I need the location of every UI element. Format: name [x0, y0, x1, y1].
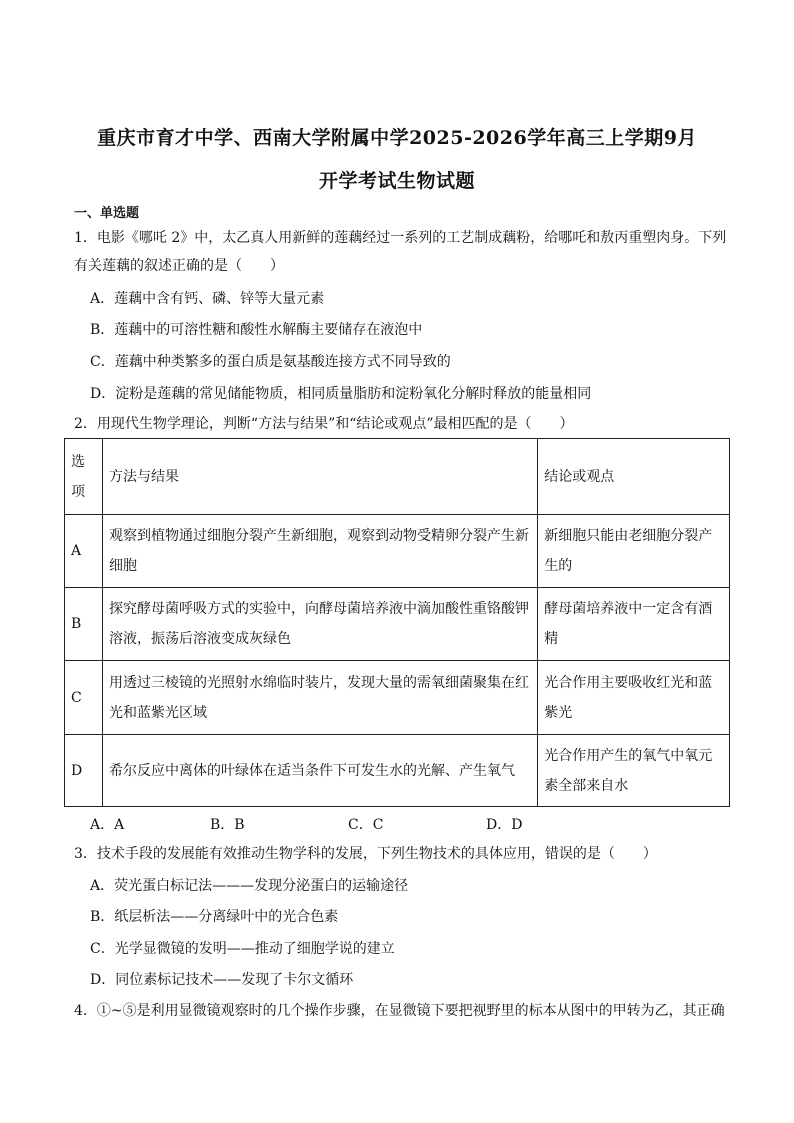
- exam-title-line-1: 重庆市育才中学、西南大学附属中学2025-2026学年高三上学期9月: [97, 127, 697, 149]
- table-cell-conclusion: 光合作用主要吸收红光和蓝紫光: [538, 661, 730, 735]
- table-cell-option: B: [65, 588, 103, 661]
- table-cell-method: 探究酵母菌呼吸方式的实验中，向酵母菌培养液中滴加酸性重铬酸钾溶液，振荡后溶液变成灰绿色: [102, 588, 537, 661]
- table-cell-option: A: [65, 515, 103, 588]
- table-cell-option: D: [65, 735, 103, 807]
- exam-title-line-2: 开学考试生物试题: [318, 170, 475, 192]
- question-1-option-a: A．莲藕中含有钙、磷、锌等大量元素: [90, 291, 325, 307]
- table-header-row: [65, 439, 730, 515]
- answer-choice: D．D: [486, 817, 523, 833]
- question-2-table: [64, 438, 730, 807]
- table-cell-conclusion: 光合作用产生的氧气中氧元素全部来自水: [538, 735, 730, 807]
- table-cell-conclusion: 新细胞只能由老细胞分裂产生的: [538, 515, 730, 588]
- table-cell-conclusion: 酵母菌培养液中一定含有酒精: [538, 588, 730, 661]
- table-header-cell: 结论或观点: [538, 439, 730, 515]
- question-3-option-b: B．纸层析法——分离绿叶中的光合色素: [90, 909, 339, 925]
- section-heading: 一、单选题: [74, 206, 140, 221]
- answer-choice: B．B: [210, 817, 245, 833]
- table-row: [65, 735, 730, 807]
- question-3-option-c: C．光学显微镜的发明——推动了细胞学说的建立: [90, 941, 395, 957]
- question-1-option-d: D．淀粉是莲藕的常见储能物质，相同质量脂肪和淀粉氧化分解时释放的能量相同: [90, 386, 592, 402]
- question-3-option-a: A．荧光蛋白标记法———发现分泌蛋白的运输途径: [90, 878, 409, 894]
- table-row: [65, 661, 730, 735]
- question-1-option-b: B．莲藕中的可溶性糖和酸性水解酶主要储存在液泡中: [90, 322, 423, 338]
- question-1-option-c: C．莲藕中种类繁多的蛋白质是氨基酸连接方式不同导致的: [90, 354, 451, 370]
- question-3-stem: 3．技术手段的发展能有效推动生物学科的发展，下列生物技术的具体应用，错误的是（ ）: [74, 846, 657, 862]
- table-cell-option: C: [65, 661, 103, 735]
- table-row: [65, 588, 730, 661]
- question-3-option-d: D．同位素标记技术——发现了卡尔文循环: [90, 972, 354, 988]
- question-2-stem: 2．用现代生物学理论，判断“方法与结果”和“结论或观点”最相匹配的是（ ）: [74, 416, 574, 432]
- table-row: [65, 515, 730, 588]
- answer-choice: A．A: [90, 817, 125, 833]
- table-header-cell: 方法与结果: [102, 439, 537, 515]
- question-1-stem: 1．电影《哪吒 2》中，太乙真人用新鲜的莲藕经过一系列的工艺制成藕粉，给哪吒和敖丙重塑肉身。下列有关莲藕的叙述正确的是（ ）: [74, 230, 727, 274]
- table-cell-method: 用透过三棱镜的光照射水绵临时装片，发现大量的需氧细菌聚集在红光和蓝紫光区域: [102, 661, 537, 735]
- table-header-cell: 选项: [65, 439, 103, 515]
- question-4-stem: 4．①~⑤是利用显微镜观察时的几个操作步骤，在显微镜下要把视野里的标本从图中的甲转为乙，其正确: [74, 1003, 725, 1019]
- table-cell-method: 观察到植物通过细胞分裂产生新细胞，观察到动物受精卵分裂产生新细胞: [102, 515, 537, 588]
- table-cell-method: 希尔反应中离体的叶绿体在适当条件下可发生水的光解、产生氧气: [102, 735, 537, 807]
- answer-choice: C．C: [348, 817, 384, 833]
